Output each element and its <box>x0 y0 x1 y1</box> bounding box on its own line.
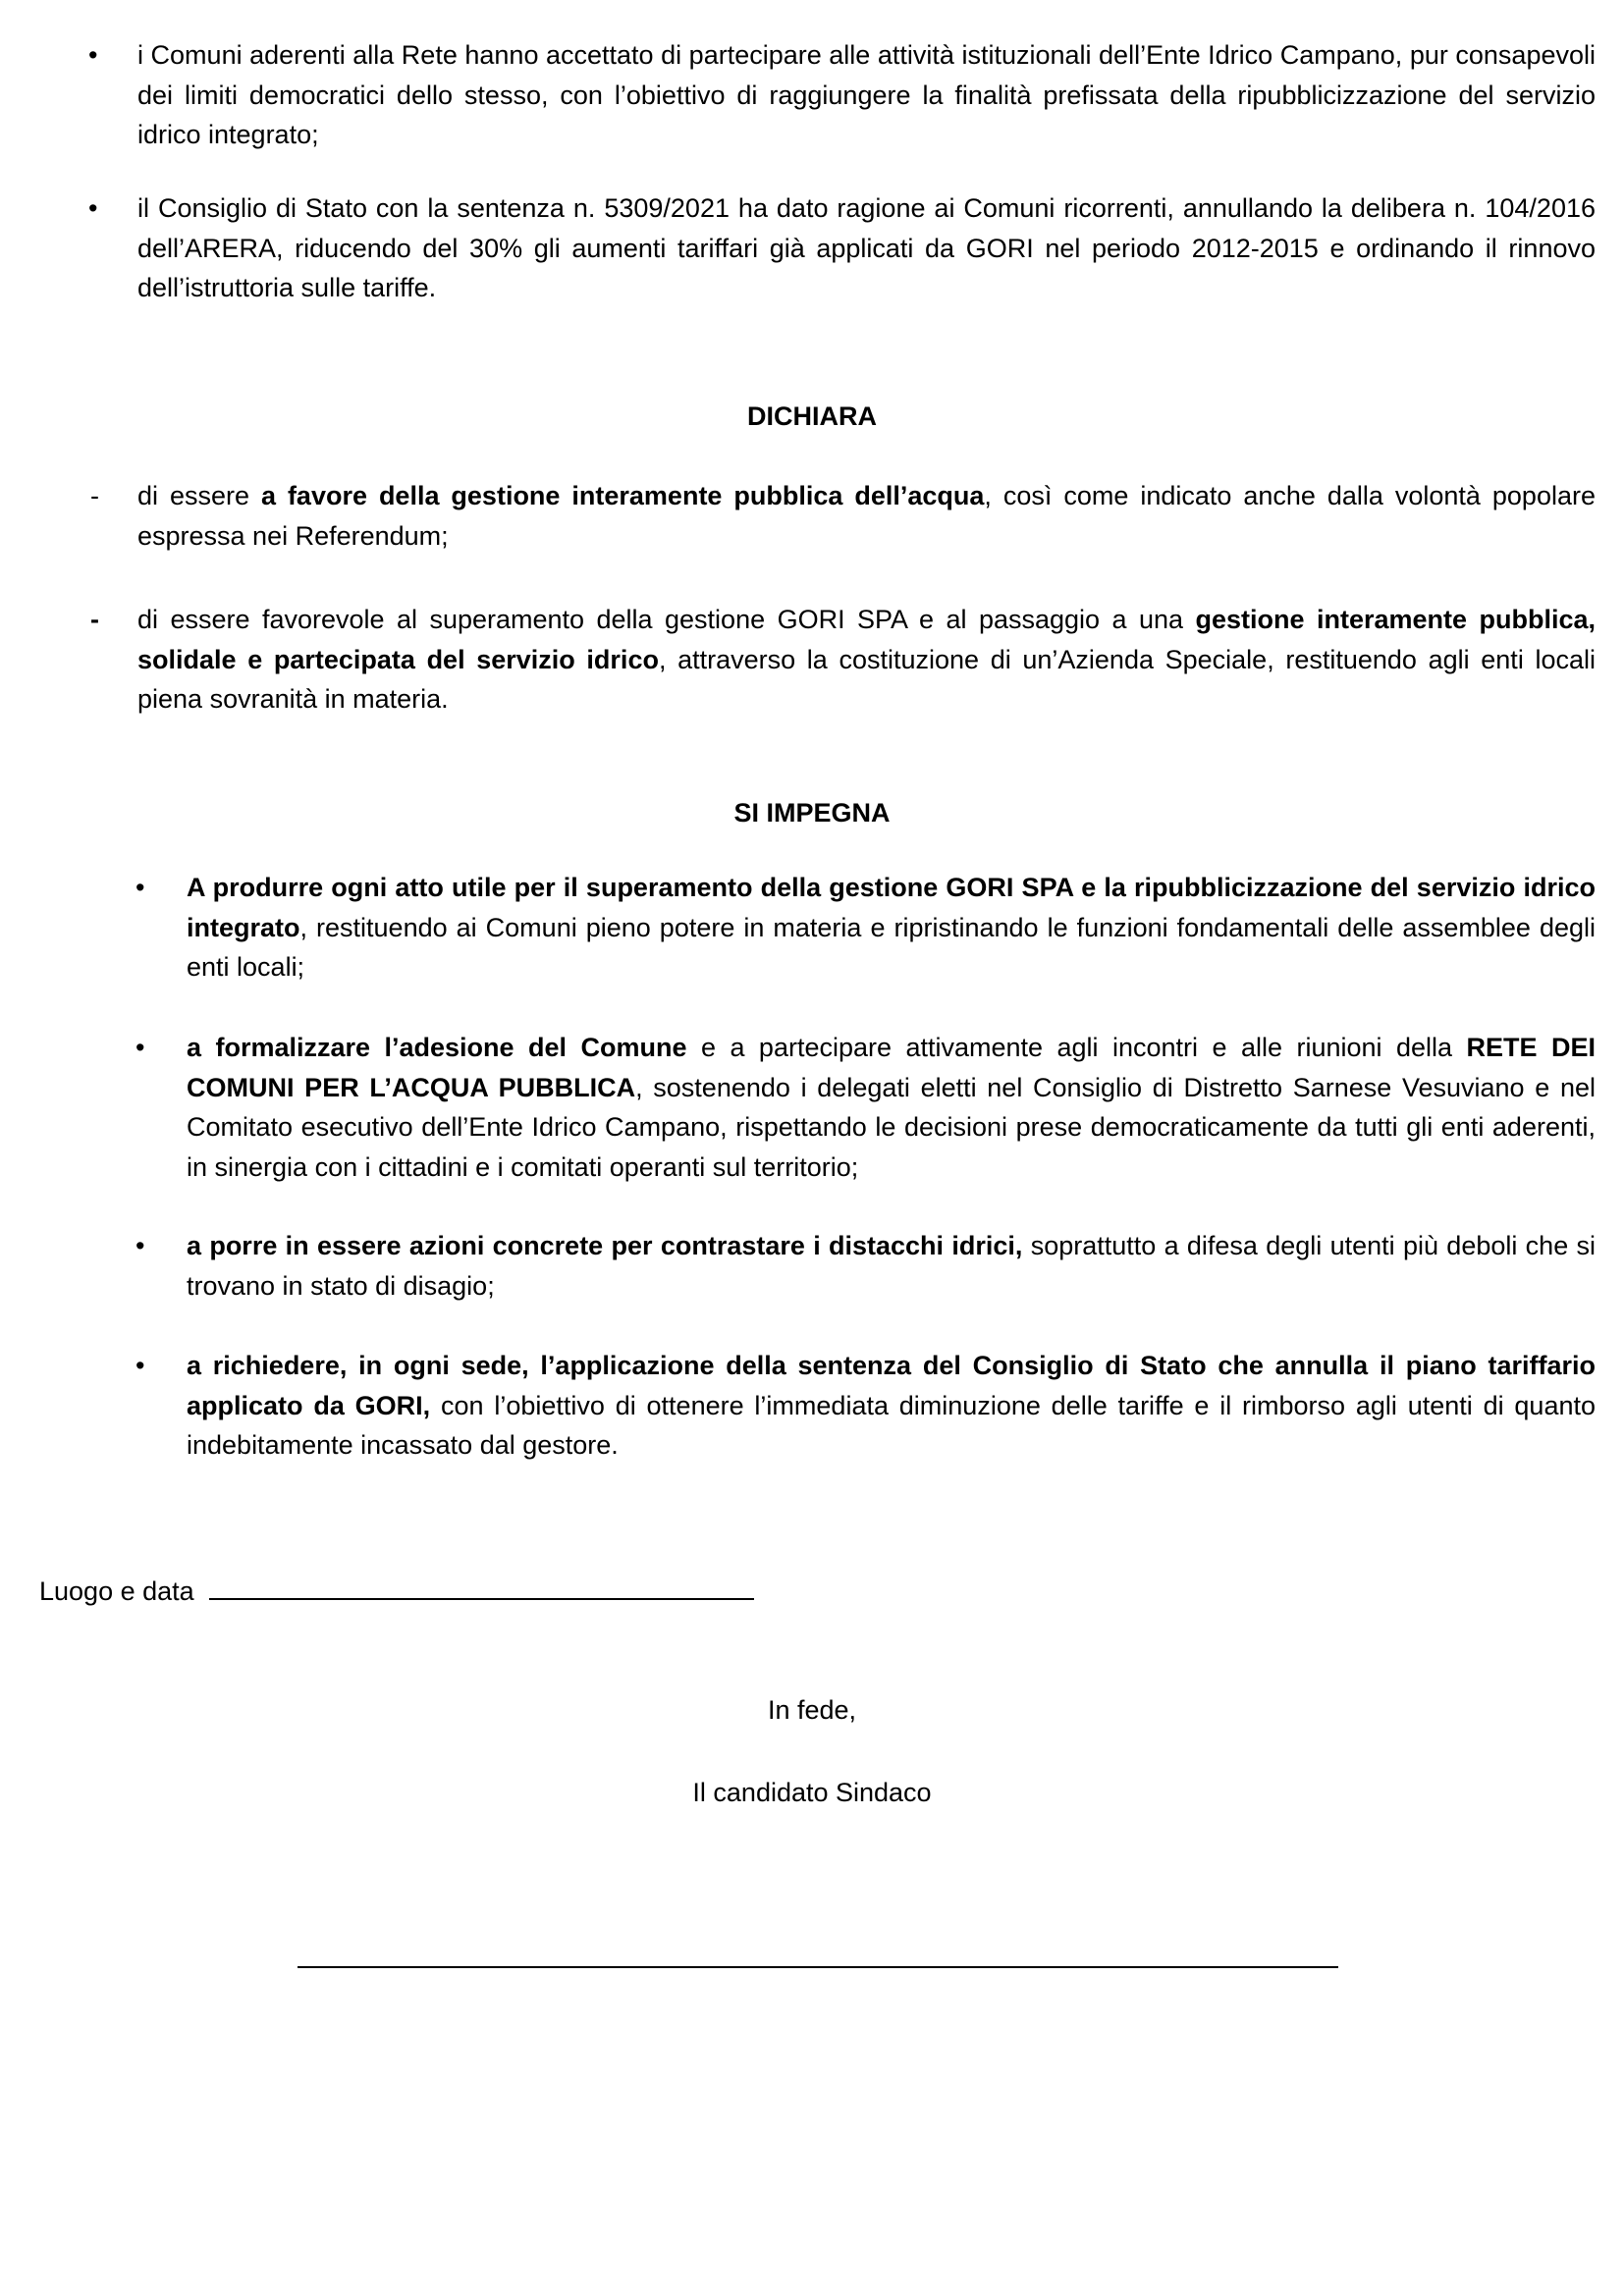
bold-text-run: RETE DEI COMUNI PER L’ACQUA PUBBLICA <box>187 1033 1596 1102</box>
dash-icon: - <box>90 605 99 634</box>
text-run: , sostenendo i delegati eletti nel Consiglio di Distretto Sarnese Vesuviano e nel Comitato esecutivo dell’Ente Idrico Campano, rispettando le decisioni prese democraticamente da tutti gli enti aderenti, in sinergia con i cittadini e i comitati operanti sul territorio; <box>187 1072 1596 1182</box>
bold-text-run: a formalizzare l’adesione del Comune <box>187 1033 687 1062</box>
signer-role: Il candidato Sindaco <box>692 1778 932 1807</box>
bullet-icon: • <box>135 1351 145 1380</box>
closing-text: In fede, <box>767 1695 857 1725</box>
text-run: con l’obiettivo di ottenere l’immediata diminuzione delle tariffe e il rimborso agli utenti di quanto indebitamente incassato dal gestore. <box>187 1390 1596 1460</box>
bullet-icon: • <box>88 193 98 223</box>
impegna-item-3 <box>135 1226 1596 1306</box>
impegna-text <box>187 1346 1596 1466</box>
bold-text-run: gestione interamente pubblica, solidale e partecipata del servizio idrico <box>137 605 1596 674</box>
section-heading-impegna: SI IMPEGNA <box>733 798 891 828</box>
dichiara-text <box>137 476 1596 556</box>
text-run: , attraverso la costituzione di un’Azienda Speciale, restituendo agli enti locali piena sovranità in materia. <box>137 644 1596 714</box>
text-run: e a partecipare attivamente agli incontri e alle riunioni della <box>686 1033 1467 1062</box>
premise-text <box>137 35 1596 155</box>
place-date-label: Luogo e data <box>39 1576 194 1606</box>
bold-text-run: A produrre ogni atto utile per il superamento della gestione GORI SPA e la ripubblicizzazione del servizio idrico integrato <box>187 873 1596 942</box>
premise-item-2 <box>88 188 1596 308</box>
place-date-row <box>39 1572 754 1612</box>
bold-text-run: a favore della gestione interamente pubblica dell’acqua <box>260 481 985 510</box>
text-run: i Comuni aderenti alla Rete hanno accettato di partecipare alle attività istituzionali dell’Ente Idrico Campano, pur consapevoli dei limiti democratici dello stesso, con l’obiettivo di raggiungere la finalità prefissata della ripubblicizzazione del servizio idrico integrato; <box>137 40 1596 149</box>
section-heading-dichiara: DICHIARA <box>747 401 877 431</box>
text-run: , restituendo ai Comuni pieno potere in materia e ripristinando le funzioni fondamentali delle assemblee degli enti locali; <box>187 912 1596 982</box>
bullet-icon: • <box>135 1033 145 1062</box>
text-run: di essere favorevole al superamento della gestione GORI SPA e al passaggio a una <box>137 605 1196 634</box>
text-run: di essere <box>137 481 261 510</box>
premise-item-1 <box>88 35 1596 155</box>
text-run: il Consiglio di Stato con la sentenza n. 5309/2021 ha dato ragione ai Comuni ricorrenti, annullando la delibera n. 104/2016 dell’ARERA, riducendo del 30% gli aumenti tariffari già applicati da GORI nel periodo 2012-2015 e ordinando il rinnovo dell’istruttoria sulle tariffe. <box>137 193 1596 302</box>
impegna-item-4 <box>135 1346 1596 1466</box>
dash-icon: - <box>90 481 99 510</box>
bullet-icon: • <box>135 873 145 902</box>
impegna-text <box>187 868 1596 988</box>
bullet-icon: • <box>88 40 98 70</box>
dichiara-text <box>137 600 1596 720</box>
text-run: , così come indicato anche dalla volontà popolare espressa nei Referendum; <box>137 481 1596 551</box>
bold-text-run: a richiedere, in ogni sede, l’applicazione della sentenza del Consiglio di Stato che annulla il piano tariffario applicato da GORI, <box>187 1351 1596 1420</box>
text-run: soprattutto a difesa degli utenti più deboli che si trovano in stato di disagio; <box>187 1231 1597 1301</box>
premise-text <box>137 188 1596 308</box>
bullet-icon: • <box>135 1231 145 1260</box>
place-date-field[interactable] <box>209 1575 754 1600</box>
dichiara-item-2 <box>88 600 1596 720</box>
impegna-text <box>187 1028 1596 1187</box>
impegna-item-1 <box>135 868 1596 988</box>
bold-text-run: a porre in essere azioni concrete per contrastare i distacchi idrici, <box>187 1231 1023 1260</box>
signature-line[interactable] <box>298 1966 1338 1968</box>
impegna-item-2 <box>135 1028 1596 1187</box>
dichiara-item-1 <box>88 476 1596 556</box>
impegna-text <box>187 1226 1596 1306</box>
